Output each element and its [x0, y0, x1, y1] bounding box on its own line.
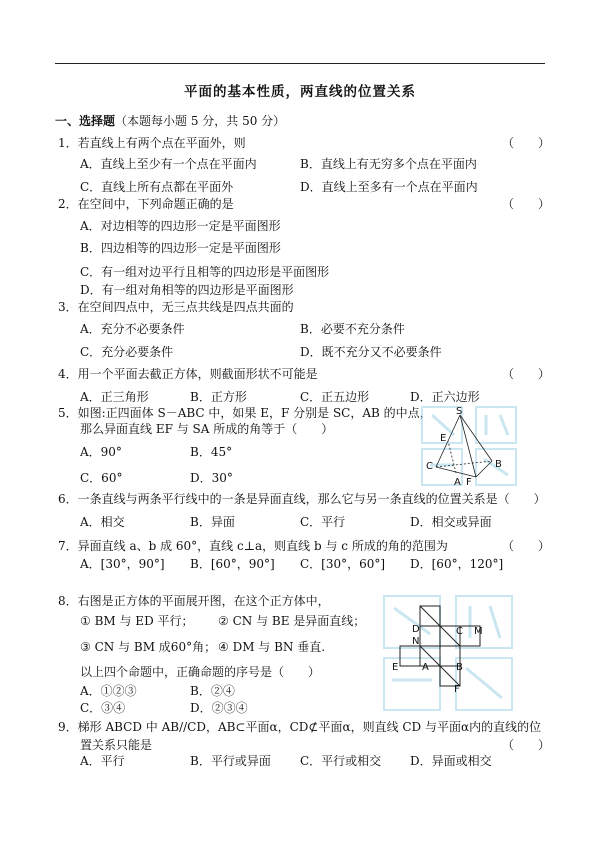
q8-option-a[interactable]: A．①②③ [80, 684, 137, 698]
q1-option-a[interactable]: A．直线上至少有一个点在平面内 [80, 157, 257, 171]
q7-option-b[interactable]: B．[60°，90°] [190, 557, 275, 571]
section-note: （本题每小题 5 分，共 50 分） [115, 114, 286, 128]
q8-option-d[interactable]: D．②③④ [190, 701, 248, 715]
q5-label-f: F [466, 477, 472, 487]
q9-option-d[interactable]: D．异面或相交 [410, 754, 492, 768]
q4-option-c[interactable]: C．正五边形 [300, 390, 370, 404]
q2-option-c[interactable]: C．有一组对边平行且相等的四边形是平面图形 [80, 265, 330, 279]
q5-label-e: E [440, 433, 447, 444]
q8-label-m: M [474, 626, 483, 637]
q9-answer-blank[interactable]: （ ） [502, 738, 551, 752]
q7-answer-blank[interactable]: （ ） [502, 539, 551, 553]
q6-option-b[interactable]: B．异面 [190, 515, 235, 529]
header-rule [55, 63, 545, 64]
q9-option-b[interactable]: B．平行或异面 [190, 754, 271, 768]
q4-answer-blank[interactable]: （ ） [502, 367, 551, 381]
q4-option-b[interactable]: B．正方形 [190, 390, 247, 404]
q5-tetrahedron-figure [420, 405, 520, 487]
q3-option-d[interactable]: D．既不充分又不必要条件 [300, 345, 442, 359]
q3-stem: 3．在空间四点中，无三点共线是四点共面的 [58, 300, 294, 314]
q9-option-a[interactable]: A．平行 [80, 754, 125, 768]
q8-label-b: B [456, 662, 463, 673]
q2-stem: 2．在空间中，下列命题正确的是 [58, 197, 234, 211]
q8-statement-4: ④ DM 与 BN 垂直. [218, 640, 326, 654]
q6-option-c[interactable]: C．平行 [300, 515, 346, 529]
q9-option-c[interactable]: C．平行或相交 [300, 754, 382, 768]
q3-option-a[interactable]: A．充分不必要条件 [80, 322, 185, 336]
q5-label-c: C [426, 461, 433, 472]
q6-option-a[interactable]: A．相交 [80, 515, 125, 529]
q5-stem-continued: 那么异面直线 EF 与 SA 所成的角等于（ ） [80, 422, 334, 436]
q4-stem: 4．用一个平面去截正方体，则截面形状不可能是 [58, 367, 318, 381]
q9-stem: 9．梯形 ABCD 中 AB//CD，AB⊂平面α，CD⊄平面α，则直线 CD 与平面α内的直线的位 [58, 720, 542, 734]
q2-option-d[interactable]: D．有一组对角相等的四边形是平面图形 [80, 283, 294, 297]
q2-option-b[interactable]: B．四边相等的四边形一定是平面图形 [80, 241, 281, 255]
q6-option-d[interactable]: D．相交或异面 [410, 515, 492, 529]
q8-label-c: C [456, 626, 463, 637]
q5-option-d[interactable]: D．30° [190, 471, 233, 485]
q8-option-b[interactable]: B．②④ [190, 684, 235, 698]
q8-statement-1: ① BM 与 ED 平行； [80, 614, 194, 628]
q5-label-a: A [454, 477, 461, 487]
q8-stem: 8．右图是正方体的平面展开图，在这个正方体中， [58, 594, 330, 608]
q8-label-e: E [392, 662, 399, 673]
q8-label-a: A [422, 662, 429, 673]
section-label: 一、选择题 [55, 114, 116, 128]
section-header [55, 113, 285, 129]
q8-cube-net-figure [380, 594, 520, 714]
q7-option-c[interactable]: C．[30°，60°] [300, 557, 386, 571]
q2-answer-blank[interactable]: （ ） [502, 197, 551, 211]
q5-option-b[interactable]: B．45° [190, 445, 233, 459]
q1-answer-blank[interactable]: （ ） [502, 136, 551, 150]
watermark-stamp-q8 [384, 596, 512, 710]
q1-option-d[interactable]: D．直线上至多有一个点在平面内 [300, 180, 478, 194]
q5-label-s: S [456, 406, 463, 417]
q2-option-a[interactable]: A．对边相等的四边形一定是平面图形 [80, 219, 281, 233]
q9-stem-continued: 置关系只能是 [80, 738, 153, 752]
q8-label-d: D [412, 624, 420, 635]
q5-option-a[interactable]: A．90° [80, 445, 122, 459]
q3-option-b[interactable]: B．必要不充分条件 [300, 322, 405, 336]
q7-option-a[interactable]: A．[30°，90°] [80, 557, 165, 571]
q1-stem: 1．若直线上有两个点在平面外，则 [58, 136, 246, 150]
q8-label-f: F [454, 684, 460, 695]
q8-statement-2: ② CN 与 BE 是异面直线； [218, 614, 366, 628]
q5-label-b: B [495, 459, 502, 470]
watermark-stamp-q5 [422, 407, 516, 485]
q5-option-c[interactable]: C．60° [80, 471, 123, 485]
q1-option-c[interactable]: C．直线上所有点都在平面外 [80, 180, 234, 194]
q4-option-a[interactable]: A．正三角形 [80, 390, 149, 404]
q4-option-d[interactable]: D．正六边形 [410, 390, 480, 404]
q7-stem: 7．异面直线 a、b 成 60°，直线 c⊥a，则直线 b 与 c 所成的角的范围为 [58, 539, 448, 553]
q5-stem: 5．如图:正四面体 S－ABC 中，如果 E，F 分别是 SC，AB 的中点， [58, 406, 432, 420]
q3-option-c[interactable]: C．充分必要条件 [80, 345, 174, 359]
q8-label-n: N [412, 636, 420, 647]
q6-stem: 6．一条直线与两条平行线中的一条是异面直线，那么它与另一条直线的位置关系是（ ） [58, 492, 546, 506]
q8-option-c[interactable]: C．③④ [80, 701, 126, 715]
q8-stem-continued: 以上四个命题中，正确命题的序号是（ ） [80, 665, 321, 679]
q8-statement-3: ③ CN 与 BM 成60°角； [80, 640, 217, 654]
q1-option-b[interactable]: B．直线上有无穷多个点在平面内 [300, 157, 477, 171]
page-title: 平面的基本性质，两直线的位置关系 [184, 84, 416, 100]
q7-option-d[interactable]: D．[60°，120°] [410, 557, 504, 571]
